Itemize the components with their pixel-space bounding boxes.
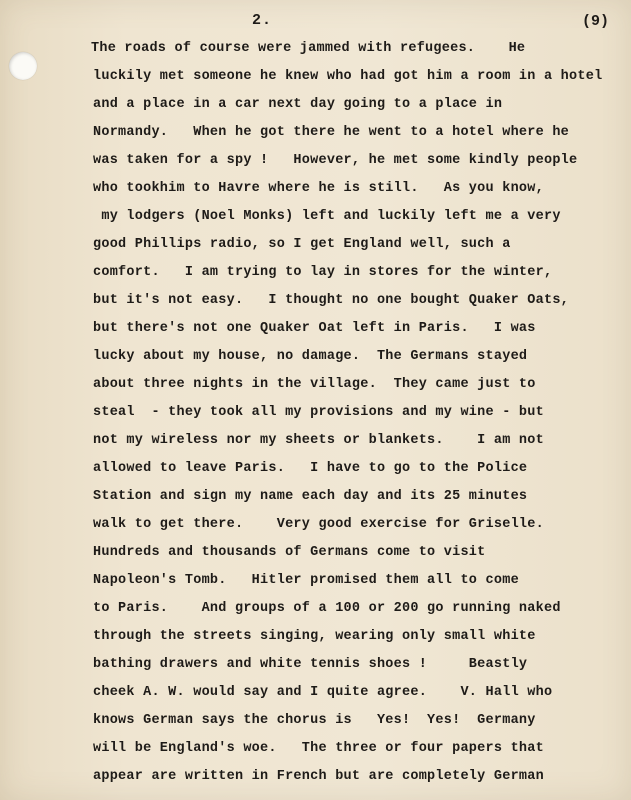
text-line: through the streets singing, wearing only small white	[93, 629, 536, 644]
text-line: allowed to leave Paris. I have to go to the Police	[93, 461, 528, 476]
text-line: will be England's woe. The three or four papers that	[93, 741, 544, 756]
text-line: cheek A. W. would say and I quite agree. V. Hall who	[93, 685, 553, 700]
text-line: walk to get there. Very good exercise for Griselle.	[93, 517, 544, 532]
text-line: but it's not easy. I thought no one bought Quaker Oats,	[93, 293, 570, 308]
text-line: luckily met someone he knew who had got him a room in a hotel	[93, 69, 603, 84]
text-line: about three nights in the village. They came just to	[93, 377, 536, 392]
text-line: comfort. I am trying to lay in stores for the winter,	[93, 265, 553, 280]
text-line: was taken for a spy ! However, he met some kindly people	[93, 153, 578, 168]
folio-number: (9)	[582, 13, 610, 30]
text-line: lucky about my house, no damage. The Germans stayed	[93, 349, 528, 364]
text-line: my lodgers (Noel Monks) left and luckily left me a very	[93, 209, 561, 224]
text-line: to Paris. And groups of a 100 or 200 go running naked	[93, 601, 561, 616]
text-line: Station and sign my name each day and its 25 minutes	[93, 489, 528, 504]
text-line: not my wireless nor my sheets or blankets. I am not	[93, 433, 544, 448]
text-line: Napoleon's Tomb. Hitler promised them all to come	[93, 573, 519, 588]
text-line: good Phillips radio, so I get England well, such a	[93, 237, 511, 252]
text-line: and a place in a car next day going to a place in	[93, 97, 503, 112]
text-line: bathing drawers and white tennis shoes ! Beastly	[93, 657, 528, 672]
text-line: knows German says the chorus is Yes! Yes! Germany	[93, 713, 536, 728]
text-line: The roads of course were jammed with refugees. He	[91, 41, 526, 56]
text-line: Hundreds and thousands of Germans come to visit	[93, 545, 486, 560]
page-number: 2.	[252, 12, 273, 29]
text-line: but there's not one Quaker Oat left in Paris. I was	[93, 321, 536, 336]
text-line: steal - they took all my provisions and my wine - but	[93, 405, 544, 420]
text-line: who tookhim to Havre where he is still. As you know,	[93, 181, 544, 196]
text-line: Normandy. When he got there he went to a hotel where he	[93, 125, 570, 140]
text-line: appear are written in French but are completely German	[93, 769, 544, 784]
